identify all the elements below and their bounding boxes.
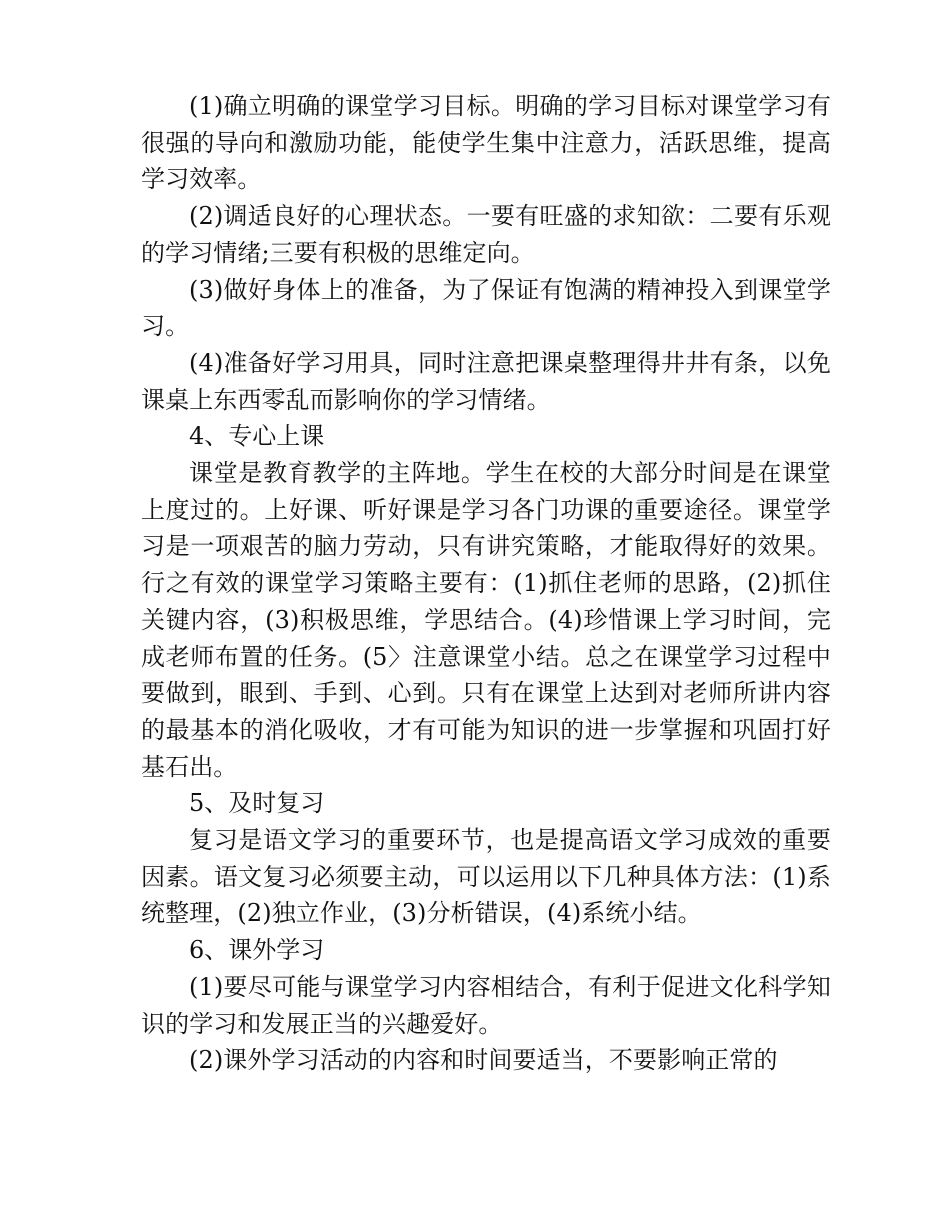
section-heading-5: 5、及时复习: [189, 789, 325, 818]
paragraph-extracurricular-2: (2)课外学习活动的内容和时间要适当，不要影响正常的: [189, 1046, 778, 1075]
paragraph-mental-state: (2)调适良好的心理状态。一要有旺盛的求知欲：二要有乐观的学习情绪;三要有积极的思维定向。: [141, 202, 831, 267]
paragraph-study-tools: (4)准备好学习用具，同时注意把课桌整理得井井有条，以免课桌上东西零乱而影响你的学习情绪。: [141, 348, 831, 414]
paragraph-classroom: 课堂是教育教学的主阵地。学生在校的大部分时间是在课堂上度过的。上好课、听好课是学习各门功课的重要途径。课堂学习是一项艰苦的脑力劳动，只有讲究策略，才能取得好的效果。行之有效的课堂学习策略主要有：(1)抓住老师的思路，(2)抓住关键内容，(3)积极思维，学思结合。(4)珍惜课上学习时间，完成老师布置的任务。(5〉注意课堂小结。总之在课堂学习过程中要做到，眼到、手到、心到。只有在课堂上达到对老师所讲内容的最基本的消化吸收，才有可能为知识的进一步掌握和巩固打好基石出。: [141, 459, 831, 781]
paragraph-review: 复习是语文学习的重要环节，也是提高语文学习成效的重要因素。语文复习必须要主动，可以运用以下几种具体方法：(1)系统整理，(2)独立作业，(3)分析错误，(4)系统小结。: [141, 826, 831, 928]
document-page: [141, 88, 831, 1079]
paragraph-extracurricular-1: (1)要尽可能与课堂学习内容相结合，有利于促进文化科学知识的学习和发展正当的兴趣爱好。: [141, 972, 831, 1038]
paragraph-physical-prep: (3)做好身体上的准备，为了保证有饱满的精神投入到课堂学习。: [141, 275, 831, 341]
section-heading-4: 4、专心上课: [189, 422, 325, 451]
section-heading-6: 6、课外学习: [189, 936, 325, 965]
paragraph-goal: (1)确立明确的课堂学习目标。明确的学习目标对课堂学习有很强的导向和激励功能，能使学生集中注意力，活跃思维，提高学习效率。: [141, 92, 831, 194]
